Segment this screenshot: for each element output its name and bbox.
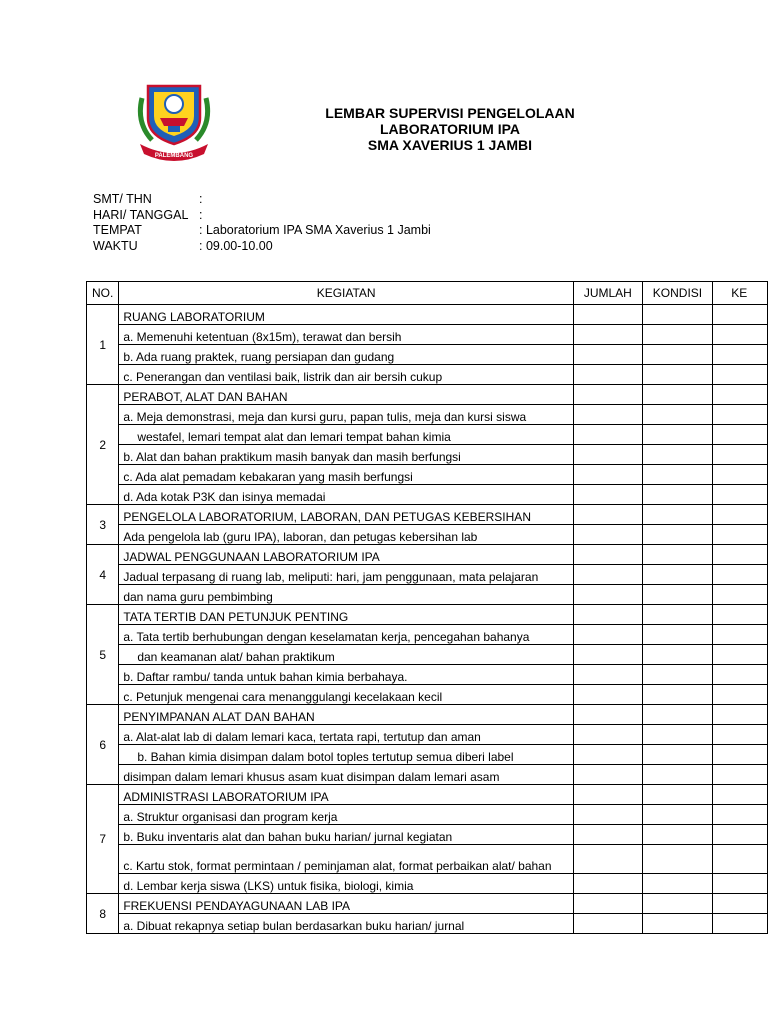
jumlah-cell[interactable] <box>573 645 642 665</box>
title-line-3: SMA XAVERIUS 1 JAMBI <box>367 137 533 153</box>
keterangan-cell[interactable] <box>713 345 768 365</box>
table-row <box>87 625 768 645</box>
keterangan-cell[interactable] <box>713 565 768 585</box>
supervision-table <box>86 281 768 934</box>
kondisi-cell[interactable] <box>642 325 713 345</box>
activity-item: c. Kartu stok, format permintaan / peminjaman alat, format perbaikan alat/ bahan <box>119 845 574 874</box>
activity-item: a. Dibuat rekapnya setiap bulan berdasarkan buku harian/ jurnal <box>119 914 574 934</box>
table-row <box>87 605 768 625</box>
row-number: 1 <box>87 305 119 385</box>
table-row <box>87 365 768 385</box>
keterangan-cell[interactable] <box>713 305 768 325</box>
activity-item: a. Tata tertib berhubungan dengan keselamatan kerja, pencegahan bahanya <box>119 625 574 645</box>
jumlah-cell[interactable] <box>573 325 642 345</box>
activity-item: westafel, lemari tempat alat dan lemari tempat bahan kimia <box>119 425 574 445</box>
activity-item: b. Daftar rambu/ tanda untuk bahan kimia berbahaya. <box>119 665 574 685</box>
row-number: 6 <box>87 705 119 785</box>
keterangan-cell[interactable] <box>713 605 768 625</box>
kondisi-cell[interactable] <box>642 565 713 585</box>
table-row <box>87 725 768 745</box>
info-value: : Laboratorium IPA SMA Xaverius 1 Jambi <box>199 223 431 237</box>
jumlah-cell[interactable] <box>573 894 642 914</box>
jumlah-cell[interactable] <box>573 465 642 485</box>
title-line-2: LABORATORIUM IPA <box>380 121 520 137</box>
kondisi-cell[interactable] <box>642 805 713 825</box>
jumlah-cell[interactable] <box>573 665 642 685</box>
jumlah-cell[interactable] <box>573 765 642 785</box>
row-number: 2 <box>87 385 119 505</box>
jumlah-cell[interactable] <box>573 805 642 825</box>
activity-item: b. Ada ruang praktek, ruang persiapan dan gudang <box>119 345 574 365</box>
activity-item: b. Bahan kimia disimpan dalam botol toples tertutup semua diberi label <box>119 745 574 765</box>
table-row <box>87 825 768 845</box>
jumlah-cell[interactable] <box>573 605 642 625</box>
activity-item: b. Alat dan bahan praktikum masih banyak dan masih berfungsi <box>119 445 574 465</box>
table-row <box>87 485 768 505</box>
table-row <box>87 645 768 665</box>
activity-item: c. Ada alat pemadam kebakaran yang masih berfungsi <box>119 465 574 485</box>
table-row <box>87 505 768 525</box>
title-line-1: LEMBAR SUPERVISI PENGELOLAAN <box>325 105 575 121</box>
kondisi-cell[interactable] <box>642 625 713 645</box>
section-heading: ADMINISTRASI LABORATORIUM IPA <box>119 785 574 805</box>
kondisi-cell[interactable] <box>642 914 713 934</box>
kondisi-cell[interactable] <box>642 305 713 325</box>
info-label: HARI/ TANGGAL <box>93 207 189 222</box>
keterangan-cell[interactable] <box>713 365 768 385</box>
keterangan-cell[interactable] <box>713 825 768 845</box>
row-number: 3 <box>87 505 119 545</box>
keterangan-cell[interactable] <box>713 894 768 914</box>
kondisi-cell[interactable] <box>642 874 713 894</box>
table-row <box>87 894 768 914</box>
table-row <box>87 805 768 825</box>
palembang-emblem-logo <box>134 78 214 164</box>
table-row <box>87 914 768 934</box>
document-title <box>300 105 600 153</box>
table-row <box>87 874 768 894</box>
kondisi-cell[interactable] <box>642 485 713 505</box>
header-no: NO. <box>87 282 119 305</box>
activity-item: d. Ada kotak P3K dan isinya memadai <box>119 485 574 505</box>
table-row <box>87 665 768 685</box>
keterangan-cell[interactable] <box>713 385 768 405</box>
jumlah-cell[interactable] <box>573 525 642 545</box>
table-row <box>87 565 768 585</box>
info-value: : <box>199 207 203 222</box>
header-kegiatan: KEGIATAN <box>119 282 574 305</box>
activity-item: c. Penerangan dan ventilasi baik, listrik dan air bersih cukup <box>119 365 574 385</box>
kondisi-cell[interactable] <box>642 845 713 874</box>
kondisi-cell[interactable] <box>642 745 713 765</box>
header-jumlah: JUMLAH <box>573 282 642 305</box>
jumlah-cell[interactable] <box>573 705 642 725</box>
table-row <box>87 745 768 765</box>
jumlah-cell[interactable] <box>573 425 642 445</box>
kondisi-cell[interactable] <box>642 765 713 785</box>
keterangan-cell[interactable] <box>713 325 768 345</box>
table-row <box>87 845 768 874</box>
keterangan-cell[interactable] <box>713 505 768 525</box>
jumlah-cell[interactable] <box>573 825 642 845</box>
table-row <box>87 405 768 425</box>
section-heading: TATA TERTIB DAN PETUNJUK PENTING <box>119 605 574 625</box>
table-row <box>87 385 768 405</box>
header-keterangan: KE <box>713 282 768 305</box>
table-row <box>87 785 768 805</box>
keterangan-cell[interactable] <box>713 874 768 894</box>
section-heading: PENYIMPANAN ALAT DAN BAHAN <box>119 705 574 725</box>
activity-item: Ada pengelola lab (guru IPA), laboran, dan petugas kebersihan lab <box>119 525 574 545</box>
row-number: 4 <box>87 545 119 605</box>
jumlah-cell[interactable] <box>573 785 642 805</box>
kondisi-cell[interactable] <box>642 825 713 845</box>
activity-item: dan nama guru pembimbing <box>119 585 574 605</box>
kondisi-cell[interactable] <box>642 525 713 545</box>
activity-item: dan keamanan alat/ bahan praktikum <box>119 645 574 665</box>
table-row <box>87 465 768 485</box>
keterangan-cell[interactable] <box>713 465 768 485</box>
info-value: : 09.00-10.00 <box>199 238 273 253</box>
jumlah-cell[interactable] <box>573 685 642 705</box>
info-row-time <box>93 239 431 255</box>
activity-item: a. Memenuhi ketentuan (8x15m), terawat dan bersih <box>119 325 574 345</box>
section-heading: PERABOT, ALAT DAN BAHAN <box>119 385 574 405</box>
keterangan-cell[interactable] <box>713 585 768 605</box>
row-number: 5 <box>87 605 119 705</box>
keterangan-cell[interactable] <box>713 525 768 545</box>
keterangan-cell[interactable] <box>713 645 768 665</box>
table-row <box>87 765 768 785</box>
activity-item: a. Meja demonstrasi, meja dan kursi guru, papan tulis, meja dan kursi siswa <box>119 405 574 425</box>
info-label: SMT/ THN <box>93 192 152 206</box>
jumlah-cell[interactable] <box>573 725 642 745</box>
table-row <box>87 545 768 565</box>
jumlah-cell[interactable] <box>573 745 642 765</box>
keterangan-cell[interactable] <box>713 485 768 505</box>
activity-item: Jadual terpasang di ruang lab, meliputi: hari, jam penggunaan, mata pelajaran <box>119 565 574 585</box>
section-heading: JADWAL PENGGUNAAN LABORATORIUM IPA <box>119 545 574 565</box>
kondisi-cell[interactable] <box>642 465 713 485</box>
table-row <box>87 705 768 725</box>
table-row <box>87 425 768 445</box>
jumlah-cell[interactable] <box>573 505 642 525</box>
kondisi-cell[interactable] <box>642 894 713 914</box>
info-block <box>93 192 431 254</box>
info-row-place <box>93 223 431 239</box>
keterangan-cell[interactable] <box>713 665 768 685</box>
kondisi-cell[interactable] <box>642 685 713 705</box>
kondisi-cell[interactable] <box>642 385 713 405</box>
section-heading: PENGELOLA LABORATORIUM, LABORAN, DAN PETUGAS KEBERSIHAN <box>119 505 574 525</box>
keterangan-cell[interactable] <box>713 765 768 785</box>
table-row <box>87 445 768 465</box>
table-row <box>87 305 768 325</box>
keterangan-cell[interactable] <box>713 705 768 725</box>
jumlah-cell[interactable] <box>573 385 642 405</box>
kondisi-cell[interactable] <box>642 445 713 465</box>
jumlah-cell[interactable] <box>573 545 642 565</box>
activity-item: a. Alat-alat lab di dalam lemari kaca, tertata rapi, tertutup dan aman <box>119 725 574 745</box>
keterangan-cell[interactable] <box>713 625 768 645</box>
keterangan-cell[interactable] <box>713 745 768 765</box>
keterangan-cell[interactable] <box>713 805 768 825</box>
row-number: 7 <box>87 785 119 894</box>
keterangan-cell[interactable] <box>713 914 768 934</box>
activity-item: b. Buku inventaris alat dan bahan buku harian/ jurnal kegiatan <box>119 825 574 845</box>
jumlah-cell[interactable] <box>573 405 642 425</box>
section-heading: RUANG LABORATORIUM <box>119 305 574 325</box>
kondisi-cell[interactable] <box>642 425 713 445</box>
kondisi-cell[interactable] <box>642 405 713 425</box>
table-header-row <box>87 282 768 305</box>
kondisi-cell[interactable] <box>642 665 713 685</box>
jumlah-cell[interactable] <box>573 365 642 385</box>
kondisi-cell[interactable] <box>642 545 713 565</box>
kondisi-cell[interactable] <box>642 345 713 365</box>
jumlah-cell[interactable] <box>573 485 642 505</box>
kondisi-cell[interactable] <box>642 785 713 805</box>
jumlah-cell[interactable] <box>573 845 642 874</box>
keterangan-cell[interactable] <box>713 405 768 425</box>
table-row <box>87 585 768 605</box>
table-row <box>87 345 768 365</box>
jumlah-cell[interactable] <box>573 914 642 934</box>
activity-item: a. Struktur organisasi dan program kerja <box>119 805 574 825</box>
table-row <box>87 325 768 345</box>
table-row <box>87 525 768 545</box>
keterangan-cell[interactable] <box>713 785 768 805</box>
kondisi-cell[interactable] <box>642 725 713 745</box>
keterangan-cell[interactable] <box>713 725 768 745</box>
info-row-semester <box>93 192 431 208</box>
header-kondisi: KONDISI <box>642 282 713 305</box>
activity-item: d. Lembar kerja siswa (LKS) untuk fisika, biologi, kimia <box>119 874 574 894</box>
info-value: : <box>199 192 203 206</box>
info-label: TEMPAT <box>93 223 142 237</box>
section-heading: FREKUENSI PENDAYAGUNAAN LAB IPA <box>119 894 574 914</box>
keterangan-cell[interactable] <box>713 845 768 874</box>
kondisi-cell[interactable] <box>642 585 713 605</box>
activity-item: disimpan dalam lemari khusus asam kuat disimpan dalam lemari asam <box>119 765 574 785</box>
kondisi-cell[interactable] <box>642 645 713 665</box>
info-label: WAKTU <box>93 238 138 253</box>
keterangan-cell[interactable] <box>713 445 768 465</box>
jumlah-cell[interactable] <box>573 585 642 605</box>
jumlah-cell[interactable] <box>573 445 642 465</box>
jumlah-cell[interactable] <box>573 874 642 894</box>
keterangan-cell[interactable] <box>713 545 768 565</box>
kondisi-cell[interactable] <box>642 705 713 725</box>
table-row <box>87 685 768 705</box>
keterangan-cell[interactable] <box>713 685 768 705</box>
info-row-date <box>93 208 431 224</box>
keterangan-cell[interactable] <box>713 425 768 445</box>
activity-item: c. Petunjuk mengenai cara menanggulangi kecelakaan kecil <box>119 685 574 705</box>
jumlah-cell[interactable] <box>573 345 642 365</box>
jumlah-cell[interactable] <box>573 625 642 645</box>
kondisi-cell[interactable] <box>642 505 713 525</box>
logo-ribbon-text: PALEMBANG <box>154 153 194 159</box>
jumlah-cell[interactable] <box>573 565 642 585</box>
jumlah-cell[interactable] <box>573 305 642 325</box>
kondisi-cell[interactable] <box>642 365 713 385</box>
kondisi-cell[interactable] <box>642 605 713 625</box>
row-number: 8 <box>87 894 119 934</box>
